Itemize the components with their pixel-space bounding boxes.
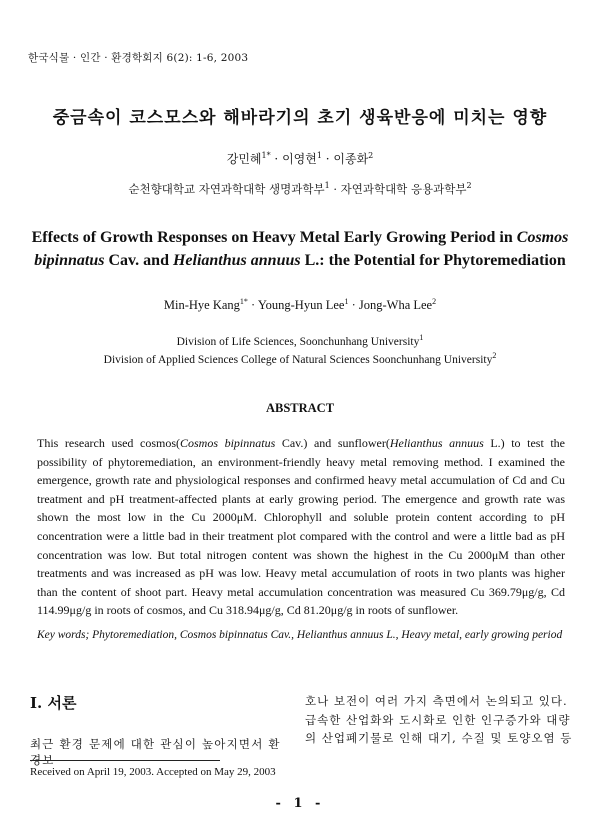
author-superscript: 1 — [344, 297, 349, 306]
affiliation-text: Division of Life Sciences, Soonchunhang University — [176, 335, 420, 348]
received-note: Received on April 19, 2003. Accepted on May 29, 2003 — [30, 766, 276, 778]
author-name: · Jong-Wha Lee — [351, 298, 433, 313]
title-text: L.: the Potential for Phytoremediation — [300, 252, 566, 269]
section-heading: I. 서론 — [30, 694, 77, 712]
abstract-body — [37, 434, 565, 620]
title-text: Cav. and — [104, 252, 173, 269]
keywords: Key words; Phytoremediation, Cosmos bipinnatus Cav., Helianthus annuus L., Heavy metal, early growing period — [37, 629, 563, 641]
author-name: Min-Hye Kang — [163, 298, 240, 313]
korean-authors — [0, 150, 600, 167]
affiliation-superscript: 1 — [324, 181, 330, 191]
title-italic: bipinnatus — [34, 252, 105, 269]
author-name: 이영현 — [282, 152, 317, 166]
body-text-left: 최근 환경 문제에 대한 관심이 높아지면서 환경보 — [30, 737, 281, 767]
abstract-text: Cav.) and sunflower( — [275, 436, 390, 450]
author-separator: · — [270, 152, 283, 166]
journal-header: 한국식물 · 인간 · 환경학회지 6(2): 1-6, 2003 — [28, 52, 249, 64]
author-name: 강민혜 — [226, 152, 262, 166]
body-text-right — [305, 692, 573, 748]
abstract-text: L.) to test the possibility of phytoremediation, an environment-friendly heavy metal removing method. I examined the emergence, growth rate and physiological responses and confirmed heavy metal accumulation of Cd and Cu treatment and pH treatment-affected plants at early growing period. The emergence and growth rate was shown the most low in the Cu 2000μM. Chlorophyll and soluble protein content according to pH concentration were a little bad in their treatment plot compared with the control and were a little bad as pH concentration was low. But total nitrogen content was shown the highest in the Cu 2000μM than other treatments and was increased as pH was low. Heavy metal accumulation of roots in two plants was higher than the content of shoot part. Heavy metal accumulation concentration was measured Cu 369.79μg/g, Cd 114.99μg/g in roots of cosmos, and Cu 318.94μg/g, Cd 81.20μg/g in roots of sunflower. — [37, 436, 566, 618]
title-italic: Cosmos — [516, 229, 569, 246]
footnote-divider — [30, 760, 220, 761]
english-authors — [0, 297, 600, 313]
author-name: 이종화 — [333, 152, 369, 166]
body-line: 급속한 산업화와 도시화로 인한 인구증가와 대량 — [305, 712, 571, 727]
english-affiliation-2 — [0, 351, 600, 366]
english-title — [30, 226, 570, 272]
affiliation-superscript: 2 — [466, 181, 472, 191]
affiliation-superscript: 2 — [492, 351, 497, 360]
author-name: · Young-Hyun Lee — [251, 298, 345, 313]
author-superscript: 1 — [316, 151, 322, 160]
title-italic: Helianthus annuus — [172, 252, 301, 269]
korean-affiliation — [0, 181, 600, 197]
abstract-italic: Helianthus annuus — [389, 436, 484, 450]
abstract-text: This research used cosmos( — [37, 436, 180, 450]
body-line: 의 산업폐기물로 인해 대기, 수질 및 토양오염 등 — [305, 731, 573, 746]
author-superscript: 2 — [432, 297, 437, 306]
title-text: Effects of Growth Responses on Heavy Metal Early Growing Period in — [31, 229, 517, 246]
abstract-italic: Cosmos bipinnatus — [180, 436, 276, 450]
affiliation-text: 순천향대학교 자연과학대학 생명과학부 — [128, 182, 325, 196]
affiliation-text: Division of Applied Sciences College of Natural Sciences Soonchunhang University — [103, 353, 493, 366]
english-affiliation-1 — [0, 333, 600, 348]
page-number: - 1 - — [275, 796, 325, 811]
affiliation-text: 자연과학대학 응용과학부 — [340, 182, 467, 196]
author-separator: · — [321, 152, 334, 166]
korean-title: 중금속이 코스모스와 해바라기의 초기 생육반응에 미치는 영향 — [52, 108, 548, 128]
author-superscript: 1* — [239, 297, 248, 306]
author-superscript: 1* — [261, 151, 271, 160]
affiliation-separator: · — [329, 182, 341, 196]
author-superscript: 2 — [368, 151, 374, 160]
abstract-heading: ABSTRACT — [265, 401, 335, 415]
body-line: 호나 보전이 여러 가지 측면에서 논의되고 있다. — [305, 694, 568, 708]
affiliation-superscript: 1 — [419, 333, 424, 342]
